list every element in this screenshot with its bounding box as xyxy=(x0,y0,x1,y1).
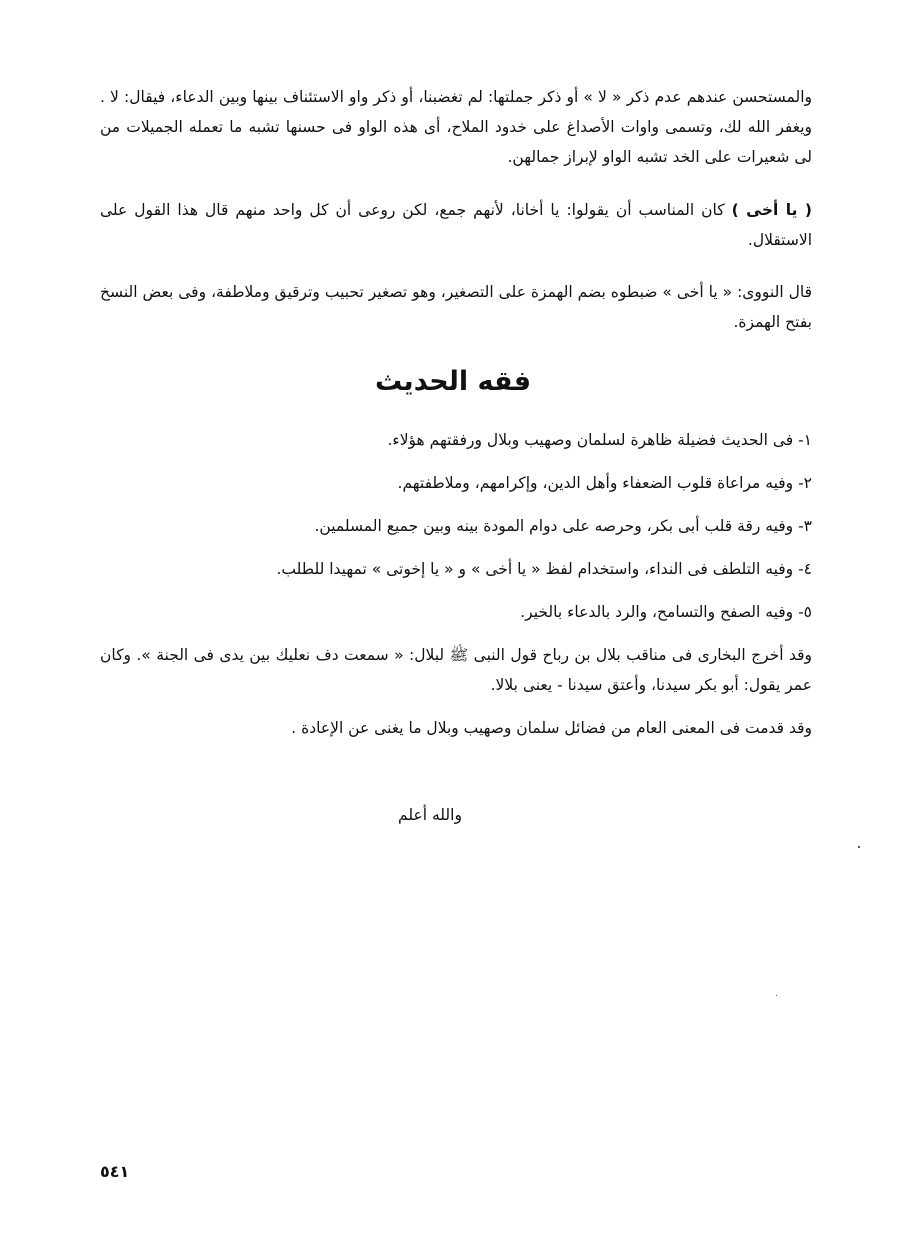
list-item: ٣- وفيه رقة قلب أبى بكر، وحرصه على دوام المودة بينه وبين جميع المسلمين. xyxy=(314,517,812,535)
paragraph-body: كان المناسب أن يقولوا: يا أخانا، لأنهم جمع، لكن روعى أن كل واحد منهم قال هذا القول على الاستقلال. xyxy=(100,201,812,249)
section-heading: فقه الحديث xyxy=(374,366,532,397)
paragraph-ya-akhi xyxy=(100,195,812,255)
page-number: ٥٤١ xyxy=(100,1162,130,1181)
list-item: ١- فى الحديث فضيلة ظاهرة لسلمان وصهيب وبلال ورفقتهم هؤلاء. xyxy=(387,431,812,449)
scan-speck xyxy=(858,846,860,848)
paragraph-greeting-etiquette: والمستحسن عندهم عدم ذكر « لا » أو ذكر جملتها: لم تغضبنا، أو ذكر واو الاستئناف بينها وبين الدعاء، فيقال: لا . ويغفر الله لك، وتسمى واوات الأصداغ على خدود الملاح، أى هذه الواو فى حسنها تشبه ما تعمله الجميلات من لى شعيرات على الخد تشبه الواو لإبراز جمالهن. xyxy=(100,88,812,166)
list-item: ٢- وفيه مراعاة قلوب الضعفاء وأهل الدين، وإكرامهم، وملاطفتهم. xyxy=(397,474,812,492)
list-item: ٤- وفيه التلطف فى النداء، واستخدام لفظ « يا أخى » و « يا إخوتى » تمهيدا للطلب. xyxy=(276,560,812,578)
paragraph-bukhari: وقد أخرج البخارى فى مناقب بلال بن رباح قول النبى ﷺ لبلال: « سمعت دف نعليك بين يدى فى الجنة ». وكان عمر يقول: أبو بكر سيدنا، وأعتق سيدنا - يعنى بلالا. xyxy=(100,646,812,694)
closing-phrase: والله أعلم xyxy=(398,806,462,824)
paragraph-nawawi: قال النووى: « يا أخى » ضبطوه بضم الهمزة على التصغير، وهو تصغير تحبيب وترقيق وملاطفة، وفى بعض النسخ بفتح الهمزة. xyxy=(100,283,812,331)
scan-speck xyxy=(776,995,777,996)
list-item: ٥- وفيه الصفح والتسامح، والرد بالدعاء بالخير. xyxy=(520,603,812,621)
paragraph-lead-term: ( يا أخى ) xyxy=(731,201,812,219)
paragraph-conclusion: وقد قدمت فى المعنى العام من فضائل سلمان وصهيب وبلال ما يغنى عن الإعادة . xyxy=(291,719,812,737)
